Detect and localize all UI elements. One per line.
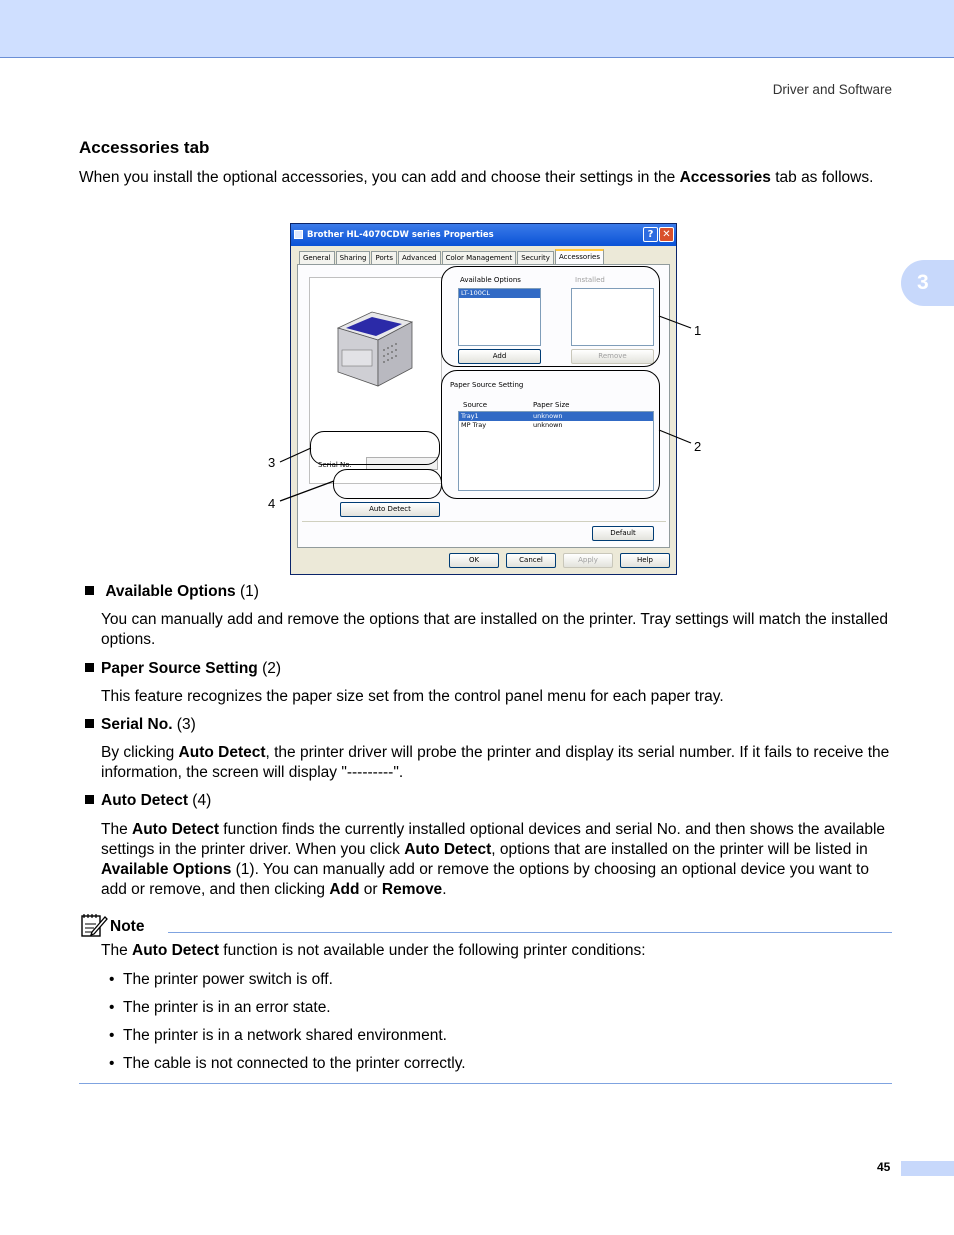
item-paper-source-heading bbox=[85, 659, 281, 679]
item-available-options-heading bbox=[85, 582, 259, 602]
item-heading-bold: Available Options bbox=[105, 583, 236, 600]
section-title: Accessories tab bbox=[79, 138, 210, 157]
callout-number-3: 3 bbox=[268, 455, 276, 470]
help-button[interactable]: Help bbox=[620, 553, 670, 568]
square-bullet-icon bbox=[85, 586, 94, 595]
note-text bbox=[101, 941, 896, 961]
tab-advanced[interactable]: Advanced bbox=[398, 251, 441, 264]
tab-sharing[interactable]: Sharing bbox=[336, 251, 371, 264]
square-bullet-icon bbox=[85, 719, 94, 728]
default-button[interactable]: Default bbox=[592, 526, 654, 541]
add-button[interactable]: Add bbox=[458, 349, 541, 364]
note-bold: Auto Detect bbox=[132, 942, 219, 959]
item-auto-detect-heading bbox=[85, 791, 211, 811]
page-number: 45 bbox=[877, 1160, 891, 1174]
bullet-dot: • bbox=[109, 971, 115, 988]
chapter-tab: 3 bbox=[901, 260, 954, 306]
available-options-label: Available Options bbox=[460, 276, 521, 284]
item-heading-bold: Auto Detect bbox=[101, 792, 188, 809]
para-text: , the printer driver will probe the printer and display its serial number. If it fails to receive the information, the screen will display "---------". bbox=[101, 744, 890, 781]
item-heading-number: (3) bbox=[172, 716, 196, 733]
remove-button[interactable]: Remove bbox=[571, 349, 654, 364]
item-serial-no-text bbox=[101, 743, 896, 783]
para-text: By clicking bbox=[101, 744, 179, 761]
auto-detect-button[interactable]: Auto Detect bbox=[340, 502, 440, 517]
list-item bbox=[109, 1054, 466, 1074]
serial-no-label: Serial No. bbox=[318, 461, 352, 469]
item-heading-number: (1) bbox=[235, 583, 259, 600]
item-auto-detect-text bbox=[101, 820, 896, 900]
cancel-button[interactable]: Cancel bbox=[506, 553, 556, 568]
apply-button[interactable]: Apply bbox=[563, 553, 613, 568]
para-text: The bbox=[101, 821, 133, 838]
paper-size-cell: unknown bbox=[533, 412, 563, 420]
square-bullet-icon bbox=[85, 663, 94, 672]
para-text: , options that are installed on the printer will be listed in bbox=[491, 841, 868, 858]
item-heading-bold: Paper Source Setting bbox=[101, 660, 258, 677]
callout-number-1: 1 bbox=[694, 323, 702, 338]
intro-text: When you install the optional accessories, you can add and choose their settings in the bbox=[79, 169, 680, 186]
list-item-text: The printer power switch is off. bbox=[123, 971, 333, 988]
item-heading-number: (4) bbox=[187, 792, 212, 809]
list-item-text: The cable is not connected to the printer correctly. bbox=[123, 1055, 466, 1072]
list-item[interactable]: LT-100CL bbox=[459, 289, 540, 298]
list-item-text: The printer is in an error state. bbox=[123, 999, 331, 1016]
item-heading-number: (2) bbox=[257, 660, 282, 677]
help-icon[interactable]: ? bbox=[643, 227, 658, 242]
source-cell: Tray1 bbox=[461, 412, 479, 420]
note-divider bbox=[168, 932, 892, 933]
note-bottom-divider bbox=[79, 1083, 892, 1084]
installed-label: Installed bbox=[575, 276, 605, 284]
para-bold: Available Options bbox=[101, 861, 232, 878]
para-text: function finds the currently installed optional devices and serial No. and then shows the available settings in the printer driver. When you click bbox=[101, 821, 886, 858]
paper-source-label: Paper Source Setting bbox=[450, 381, 524, 389]
item-available-options-text: You can manually add and remove the options that are installed on the printer. Tray settings will match the installed options. bbox=[101, 611, 888, 648]
para-text: (1). You can manually add or remove the options by choosing an optional device you want to add or remove, and then clicking bbox=[101, 861, 869, 898]
callout-number-2: 2 bbox=[694, 439, 702, 454]
paper-size-column-header: Paper Size bbox=[533, 401, 570, 409]
para-bold: Auto Detect bbox=[404, 841, 492, 858]
note-text-part: The bbox=[101, 942, 133, 959]
item-paper-source-text: This feature recognizes the paper size set from the control panel menu for each paper tray. bbox=[101, 688, 724, 705]
note-label: Note bbox=[110, 918, 145, 935]
tab-color-management[interactable]: Color Management bbox=[442, 251, 517, 264]
list-item-text: The printer is in a network shared environment. bbox=[123, 1027, 447, 1044]
intro-text-end: tab as follows. bbox=[770, 169, 874, 186]
para-text: or bbox=[359, 881, 382, 898]
tab-general[interactable]: General bbox=[299, 251, 335, 264]
close-icon[interactable]: ✕ bbox=[659, 227, 674, 242]
tab-ports[interactable]: Ports bbox=[371, 251, 397, 264]
callout-number-4: 4 bbox=[268, 496, 276, 511]
paper-size-cell: unknown bbox=[533, 421, 563, 429]
source-cell: MP Tray bbox=[461, 421, 487, 429]
tab-accessories[interactable]: Accessories bbox=[555, 249, 604, 264]
square-bullet-icon bbox=[85, 795, 94, 804]
bullet-dot: • bbox=[109, 1055, 115, 1072]
bullet-dot: • bbox=[109, 1027, 115, 1044]
note-text-part: function is not available under the following printer conditions: bbox=[219, 942, 646, 959]
item-serial-no-heading bbox=[85, 715, 196, 735]
note-pencil-icon bbox=[80, 912, 108, 938]
bullet-dot: • bbox=[109, 999, 115, 1016]
para-bold: Auto Detect bbox=[132, 821, 219, 838]
para-bold: Auto Detect bbox=[178, 744, 266, 761]
list-item bbox=[109, 970, 333, 990]
list-item bbox=[109, 1026, 447, 1046]
running-title: Driver and Software bbox=[772, 82, 892, 97]
ok-button[interactable]: OK bbox=[449, 553, 499, 568]
page-number-bar bbox=[901, 1161, 954, 1176]
para-bold: Add bbox=[329, 881, 360, 898]
intro-bold: Accessories bbox=[679, 169, 771, 186]
item-heading-bold: Serial No. bbox=[101, 716, 173, 733]
para-bold: Remove bbox=[381, 881, 443, 898]
list-item bbox=[109, 998, 331, 1018]
dialog-title: Brother HL-4070CDW series Properties bbox=[307, 230, 494, 240]
tab-security[interactable]: Security bbox=[517, 251, 554, 264]
para-text: . bbox=[442, 881, 447, 898]
source-column-header: Source bbox=[463, 401, 488, 409]
